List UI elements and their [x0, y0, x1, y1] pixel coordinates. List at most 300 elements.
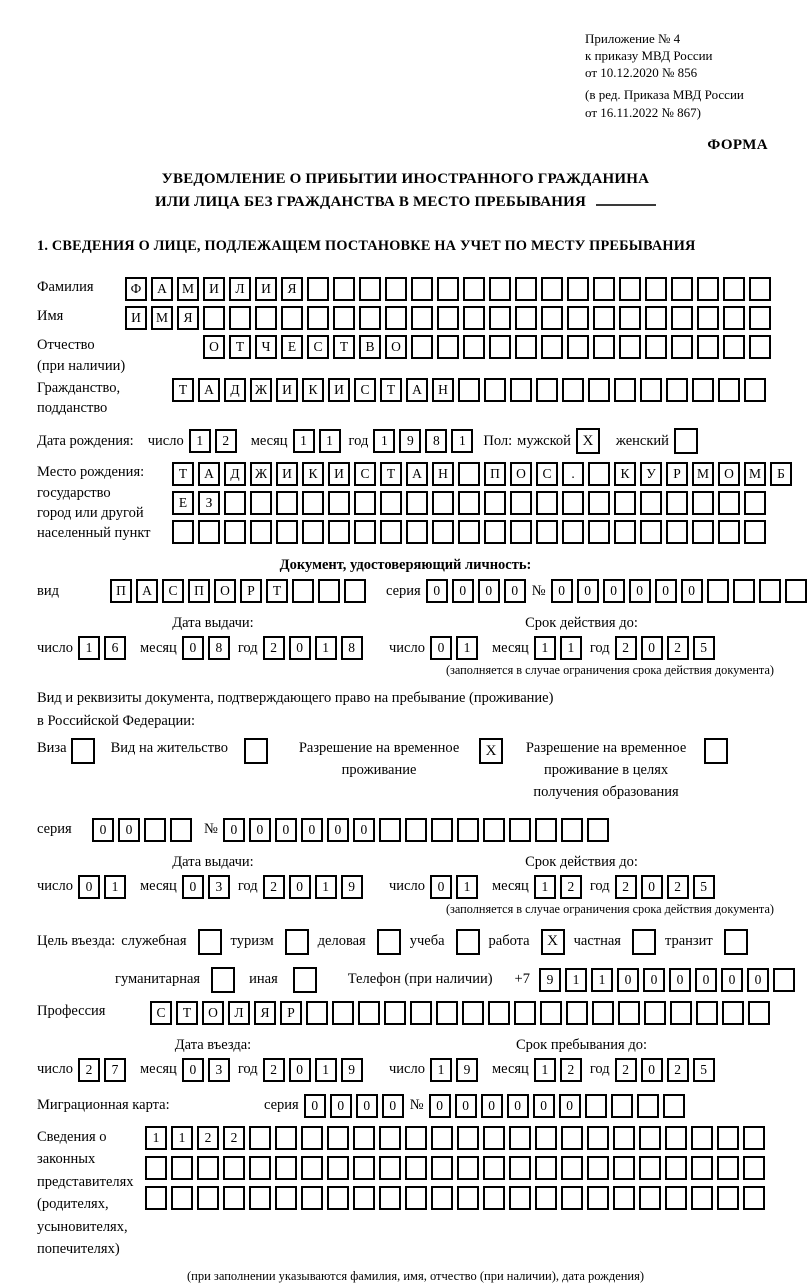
- char-cell[interactable]: [431, 1126, 453, 1150]
- char-cell[interactable]: 5: [693, 636, 715, 660]
- char-cell[interactable]: [593, 335, 615, 359]
- char-cell[interactable]: [458, 462, 480, 486]
- char-cell[interactable]: М: [151, 306, 173, 330]
- char-cell[interactable]: [463, 306, 485, 330]
- char-cell[interactable]: [411, 306, 433, 330]
- char-cell[interactable]: [540, 1001, 562, 1025]
- char-cell[interactable]: С: [354, 462, 376, 486]
- char-cell[interactable]: 0: [643, 968, 665, 992]
- char-cell[interactable]: Т: [172, 378, 194, 402]
- char-cell[interactable]: Т: [266, 579, 288, 603]
- char-cell[interactable]: [541, 277, 563, 301]
- char-cell[interactable]: [250, 491, 272, 515]
- char-cell[interactable]: [515, 306, 537, 330]
- char-cell[interactable]: [405, 1186, 427, 1210]
- char-cell[interactable]: [333, 306, 355, 330]
- char-cell[interactable]: И: [125, 306, 147, 330]
- char-cell[interactable]: 1: [456, 875, 478, 899]
- char-cell[interactable]: П: [110, 579, 132, 603]
- char-cell[interactable]: Р: [240, 579, 262, 603]
- char-cell[interactable]: 0: [223, 818, 245, 842]
- char-cell[interactable]: [640, 378, 662, 402]
- char-cell[interactable]: 1: [565, 968, 587, 992]
- char-cell[interactable]: [535, 1186, 557, 1210]
- char-cell[interactable]: [645, 335, 667, 359]
- char-cell[interactable]: К: [614, 462, 636, 486]
- char-cell[interactable]: 8: [208, 636, 230, 660]
- char-cell[interactable]: 3: [208, 1058, 230, 1082]
- char-cell[interactable]: [307, 306, 329, 330]
- char-cell[interactable]: 1: [451, 429, 473, 453]
- char-cell[interactable]: [561, 1186, 583, 1210]
- char-cell[interactable]: [458, 378, 480, 402]
- char-cell[interactable]: И: [203, 277, 225, 301]
- char-cell[interactable]: 0: [182, 875, 204, 899]
- char-cell[interactable]: [510, 378, 532, 402]
- char-cell[interactable]: [759, 579, 781, 603]
- char-cell[interactable]: 7: [104, 1058, 126, 1082]
- char-cell[interactable]: С: [536, 462, 558, 486]
- char-cell[interactable]: Р: [280, 1001, 302, 1025]
- char-cell[interactable]: [354, 491, 376, 515]
- char-cell[interactable]: 1: [373, 429, 395, 453]
- char-cell[interactable]: 2: [667, 636, 689, 660]
- char-cell[interactable]: [509, 1156, 531, 1180]
- char-cell[interactable]: [707, 579, 729, 603]
- char-cell[interactable]: [637, 1094, 659, 1118]
- char-cell[interactable]: 0: [430, 636, 452, 660]
- char-cell[interactable]: [535, 1156, 557, 1180]
- char-cell[interactable]: 0: [603, 579, 625, 603]
- char-cell[interactable]: [489, 306, 511, 330]
- char-cell[interactable]: [613, 1156, 635, 1180]
- char-cell[interactable]: [723, 335, 745, 359]
- char-cell[interactable]: [743, 1126, 765, 1150]
- char-cell[interactable]: [145, 1156, 167, 1180]
- char-cell[interactable]: [723, 277, 745, 301]
- char-cell[interactable]: [327, 1126, 349, 1150]
- char-cell[interactable]: [588, 491, 610, 515]
- char-cell[interactable]: [744, 491, 766, 515]
- char-cell[interactable]: [535, 818, 557, 842]
- char-cell[interactable]: [301, 1186, 323, 1210]
- char-cell[interactable]: [587, 1156, 609, 1180]
- char-cell[interactable]: [733, 579, 755, 603]
- char-cell[interactable]: 0: [504, 579, 526, 603]
- char-cell[interactable]: 2: [560, 1058, 582, 1082]
- char-cell[interactable]: М: [744, 462, 766, 486]
- char-cell[interactable]: И: [328, 462, 350, 486]
- char-cell[interactable]: 0: [182, 1058, 204, 1082]
- char-cell[interactable]: [328, 520, 350, 544]
- char-cell[interactable]: [509, 818, 531, 842]
- char-cell[interactable]: [359, 306, 381, 330]
- char-cell[interactable]: П: [484, 462, 506, 486]
- char-cell[interactable]: [380, 491, 402, 515]
- char-cell[interactable]: 1: [534, 636, 556, 660]
- char-cell[interactable]: [670, 1001, 692, 1025]
- char-cell[interactable]: [666, 491, 688, 515]
- char-cell[interactable]: [749, 335, 771, 359]
- char-cell[interactable]: [379, 1186, 401, 1210]
- char-cell[interactable]: 9: [456, 1058, 478, 1082]
- char-cell[interactable]: 0: [695, 968, 717, 992]
- char-cell[interactable]: Я: [281, 277, 303, 301]
- char-cell[interactable]: 6: [104, 636, 126, 660]
- char-cell[interactable]: [488, 1001, 510, 1025]
- char-cell[interactable]: [457, 818, 479, 842]
- char-cell[interactable]: А: [406, 378, 428, 402]
- char-cell[interactable]: О: [385, 335, 407, 359]
- char-cell[interactable]: [645, 306, 667, 330]
- char-cell[interactable]: А: [198, 462, 220, 486]
- female-checkbox[interactable]: [674, 428, 698, 454]
- char-cell[interactable]: Е: [281, 335, 303, 359]
- char-cell[interactable]: [385, 277, 407, 301]
- char-cell[interactable]: 9: [341, 875, 363, 899]
- char-cell[interactable]: [463, 335, 485, 359]
- char-cell[interactable]: [717, 1156, 739, 1180]
- char-cell[interactable]: И: [328, 378, 350, 402]
- char-cell[interactable]: [302, 491, 324, 515]
- char-cell[interactable]: [691, 1126, 713, 1150]
- char-cell[interactable]: Я: [254, 1001, 276, 1025]
- char-cell[interactable]: 1: [560, 636, 582, 660]
- char-cell[interactable]: 1: [104, 875, 126, 899]
- char-cell[interactable]: [431, 1156, 453, 1180]
- purpose-business-checkbox[interactable]: [377, 929, 401, 955]
- char-cell[interactable]: 0: [289, 875, 311, 899]
- char-cell[interactable]: 0: [426, 579, 448, 603]
- char-cell[interactable]: Ч: [255, 335, 277, 359]
- char-cell[interactable]: Н: [432, 378, 454, 402]
- char-cell[interactable]: 0: [275, 818, 297, 842]
- char-cell[interactable]: [332, 1001, 354, 1025]
- char-cell[interactable]: [431, 1186, 453, 1210]
- char-cell[interactable]: [536, 491, 558, 515]
- char-cell[interactable]: 0: [289, 1058, 311, 1082]
- char-cell[interactable]: С: [354, 378, 376, 402]
- char-cell[interactable]: О: [214, 579, 236, 603]
- char-cell[interactable]: 0: [669, 968, 691, 992]
- char-cell[interactable]: [198, 520, 220, 544]
- char-cell[interactable]: [353, 1186, 375, 1210]
- char-cell[interactable]: [593, 277, 615, 301]
- char-cell[interactable]: [306, 1001, 328, 1025]
- char-cell[interactable]: Е: [172, 491, 194, 515]
- char-cell[interactable]: [691, 1156, 713, 1180]
- char-cell[interactable]: [353, 1156, 375, 1180]
- char-cell[interactable]: [697, 335, 719, 359]
- char-cell[interactable]: 0: [721, 968, 743, 992]
- char-cell[interactable]: [535, 1126, 557, 1150]
- char-cell[interactable]: Т: [172, 462, 194, 486]
- char-cell[interactable]: 0: [78, 875, 100, 899]
- char-cell[interactable]: [318, 579, 340, 603]
- char-cell[interactable]: Т: [333, 335, 355, 359]
- char-cell[interactable]: 0: [330, 1094, 352, 1118]
- char-cell[interactable]: [587, 1186, 609, 1210]
- char-cell[interactable]: [437, 277, 459, 301]
- char-cell[interactable]: [587, 1126, 609, 1150]
- char-cell[interactable]: [614, 520, 636, 544]
- char-cell[interactable]: [614, 378, 636, 402]
- purpose-tourism-checkbox[interactable]: [285, 929, 309, 955]
- char-cell[interactable]: 2: [263, 875, 285, 899]
- char-cell[interactable]: Д: [224, 378, 246, 402]
- char-cell[interactable]: 0: [430, 875, 452, 899]
- char-cell[interactable]: [665, 1126, 687, 1150]
- char-cell[interactable]: [666, 378, 688, 402]
- char-cell[interactable]: [567, 277, 589, 301]
- char-cell[interactable]: [749, 306, 771, 330]
- char-cell[interactable]: [744, 520, 766, 544]
- char-cell[interactable]: [483, 1126, 505, 1150]
- char-cell[interactable]: И: [276, 378, 298, 402]
- char-cell[interactable]: [405, 1126, 427, 1150]
- char-cell[interactable]: Ж: [250, 378, 272, 402]
- char-cell[interactable]: 0: [641, 1058, 663, 1082]
- char-cell[interactable]: [562, 378, 584, 402]
- char-cell[interactable]: Н: [432, 462, 454, 486]
- char-cell[interactable]: [249, 1186, 271, 1210]
- char-cell[interactable]: С: [162, 579, 184, 603]
- char-cell[interactable]: [411, 335, 433, 359]
- char-cell[interactable]: 2: [263, 636, 285, 660]
- char-cell[interactable]: Б: [770, 462, 792, 486]
- char-cell[interactable]: [307, 277, 329, 301]
- char-cell[interactable]: 0: [382, 1094, 404, 1118]
- char-cell[interactable]: [588, 378, 610, 402]
- char-cell[interactable]: 2: [615, 1058, 637, 1082]
- char-cell[interactable]: 1: [171, 1126, 193, 1150]
- char-cell[interactable]: [275, 1156, 297, 1180]
- char-cell[interactable]: [585, 1094, 607, 1118]
- char-cell[interactable]: Т: [380, 462, 402, 486]
- char-cell[interactable]: 0: [301, 818, 323, 842]
- char-cell[interactable]: Т: [176, 1001, 198, 1025]
- purpose-study-checkbox[interactable]: [456, 929, 480, 955]
- char-cell[interactable]: [483, 1156, 505, 1180]
- char-cell[interactable]: М: [692, 462, 714, 486]
- char-cell[interactable]: А: [136, 579, 158, 603]
- char-cell[interactable]: 2: [615, 636, 637, 660]
- char-cell[interactable]: [692, 520, 714, 544]
- char-cell[interactable]: Я: [177, 306, 199, 330]
- char-cell[interactable]: [671, 277, 693, 301]
- char-cell[interactable]: [665, 1186, 687, 1210]
- char-cell[interactable]: 0: [478, 579, 500, 603]
- char-cell[interactable]: [333, 277, 355, 301]
- char-cell[interactable]: [384, 1001, 406, 1025]
- char-cell[interactable]: О: [510, 462, 532, 486]
- char-cell[interactable]: [484, 491, 506, 515]
- char-cell[interactable]: 2: [263, 1058, 285, 1082]
- char-cell[interactable]: [458, 491, 480, 515]
- char-cell[interactable]: 0: [641, 636, 663, 660]
- char-cell[interactable]: [743, 1156, 765, 1180]
- char-cell[interactable]: [619, 335, 641, 359]
- char-cell[interactable]: 9: [399, 429, 421, 453]
- char-cell[interactable]: 0: [249, 818, 271, 842]
- char-cell[interactable]: [561, 1126, 583, 1150]
- char-cell[interactable]: [743, 1186, 765, 1210]
- char-cell[interactable]: [354, 520, 376, 544]
- char-cell[interactable]: 2: [667, 875, 689, 899]
- char-cell[interactable]: [692, 378, 714, 402]
- char-cell[interactable]: [344, 579, 366, 603]
- char-cell[interactable]: 0: [507, 1094, 529, 1118]
- char-cell[interactable]: [562, 491, 584, 515]
- char-cell[interactable]: 9: [341, 1058, 363, 1082]
- char-cell[interactable]: [541, 335, 563, 359]
- char-cell[interactable]: 1: [534, 1058, 556, 1082]
- char-cell[interactable]: [276, 491, 298, 515]
- char-cell[interactable]: [457, 1126, 479, 1150]
- char-cell[interactable]: 0: [533, 1094, 555, 1118]
- char-cell[interactable]: В: [359, 335, 381, 359]
- char-cell[interactable]: [437, 335, 459, 359]
- char-cell[interactable]: [665, 1156, 687, 1180]
- char-cell[interactable]: [457, 1186, 479, 1210]
- char-cell[interactable]: 1: [145, 1126, 167, 1150]
- char-cell[interactable]: [644, 1001, 666, 1025]
- char-cell[interactable]: Т: [229, 335, 251, 359]
- char-cell[interactable]: У: [640, 462, 662, 486]
- char-cell[interactable]: [197, 1156, 219, 1180]
- char-cell[interactable]: .: [562, 462, 584, 486]
- char-cell[interactable]: [510, 491, 532, 515]
- char-cell[interactable]: [619, 277, 641, 301]
- char-cell[interactable]: 0: [327, 818, 349, 842]
- char-cell[interactable]: 1: [315, 875, 337, 899]
- title-blank-line[interactable]: [596, 191, 656, 206]
- char-cell[interactable]: [588, 520, 610, 544]
- char-cell[interactable]: [172, 520, 194, 544]
- char-cell[interactable]: С: [307, 335, 329, 359]
- char-cell[interactable]: [437, 306, 459, 330]
- char-cell[interactable]: [618, 1001, 640, 1025]
- char-cell[interactable]: Л: [228, 1001, 250, 1025]
- char-cell[interactable]: [223, 1186, 245, 1210]
- char-cell[interactable]: Ж: [250, 462, 272, 486]
- char-cell[interactable]: [567, 306, 589, 330]
- char-cell[interactable]: [749, 277, 771, 301]
- char-cell[interactable]: [431, 818, 453, 842]
- char-cell[interactable]: 8: [425, 429, 447, 453]
- char-cell[interactable]: 8: [341, 636, 363, 660]
- char-cell[interactable]: [614, 491, 636, 515]
- char-cell[interactable]: [509, 1186, 531, 1210]
- char-cell[interactable]: [666, 520, 688, 544]
- char-cell[interactable]: [561, 818, 583, 842]
- char-cell[interactable]: 2: [215, 429, 237, 453]
- char-cell[interactable]: Р: [666, 462, 688, 486]
- char-cell[interactable]: [281, 306, 303, 330]
- char-cell[interactable]: [671, 306, 693, 330]
- char-cell[interactable]: [358, 1001, 380, 1025]
- char-cell[interactable]: [170, 818, 192, 842]
- char-cell[interactable]: З: [198, 491, 220, 515]
- char-cell[interactable]: [203, 306, 225, 330]
- char-cell[interactable]: [717, 1186, 739, 1210]
- char-cell[interactable]: [483, 818, 505, 842]
- char-cell[interactable]: 0: [559, 1094, 581, 1118]
- char-cell[interactable]: 0: [481, 1094, 503, 1118]
- char-cell[interactable]: [718, 491, 740, 515]
- char-cell[interactable]: [484, 520, 506, 544]
- char-cell[interactable]: 2: [223, 1126, 245, 1150]
- char-cell[interactable]: [515, 335, 537, 359]
- option-residence-permit-checkbox[interactable]: [244, 738, 268, 764]
- char-cell[interactable]: [380, 520, 402, 544]
- char-cell[interactable]: [717, 1126, 739, 1150]
- char-cell[interactable]: 1: [430, 1058, 452, 1082]
- char-cell[interactable]: [436, 1001, 458, 1025]
- char-cell[interactable]: [515, 277, 537, 301]
- char-cell[interactable]: Т: [380, 378, 402, 402]
- char-cell[interactable]: [224, 520, 246, 544]
- char-cell[interactable]: [593, 306, 615, 330]
- char-cell[interactable]: [406, 491, 428, 515]
- option-visa-checkbox[interactable]: [71, 738, 95, 764]
- char-cell[interactable]: А: [406, 462, 428, 486]
- char-cell[interactable]: [639, 1186, 661, 1210]
- char-cell[interactable]: [292, 579, 314, 603]
- char-cell[interactable]: [697, 306, 719, 330]
- char-cell[interactable]: [640, 520, 662, 544]
- char-cell[interactable]: 0: [681, 579, 703, 603]
- char-cell[interactable]: 1: [534, 875, 556, 899]
- male-checkbox[interactable]: X: [576, 428, 600, 454]
- char-cell[interactable]: [379, 1126, 401, 1150]
- char-cell[interactable]: К: [302, 462, 324, 486]
- char-cell[interactable]: 1: [78, 636, 100, 660]
- char-cell[interactable]: С: [150, 1001, 172, 1025]
- char-cell[interactable]: 9: [539, 968, 561, 992]
- char-cell[interactable]: [144, 818, 166, 842]
- char-cell[interactable]: 0: [551, 579, 573, 603]
- char-cell[interactable]: [785, 579, 807, 603]
- char-cell[interactable]: [592, 1001, 614, 1025]
- char-cell[interactable]: 0: [289, 636, 311, 660]
- char-cell[interactable]: [458, 520, 480, 544]
- char-cell[interactable]: [645, 277, 667, 301]
- char-cell[interactable]: [696, 1001, 718, 1025]
- char-cell[interactable]: [639, 1156, 661, 1180]
- char-cell[interactable]: [514, 1001, 536, 1025]
- char-cell[interactable]: Л: [229, 277, 251, 301]
- char-cell[interactable]: [463, 277, 485, 301]
- char-cell[interactable]: О: [202, 1001, 224, 1025]
- char-cell[interactable]: [722, 1001, 744, 1025]
- purpose-official-checkbox[interactable]: [198, 929, 222, 955]
- char-cell[interactable]: 1: [189, 429, 211, 453]
- char-cell[interactable]: [457, 1156, 479, 1180]
- char-cell[interactable]: [566, 1001, 588, 1025]
- char-cell[interactable]: [671, 335, 693, 359]
- char-cell[interactable]: [561, 1156, 583, 1180]
- char-cell[interactable]: [405, 1156, 427, 1180]
- char-cell[interactable]: [145, 1186, 167, 1210]
- char-cell[interactable]: [611, 1094, 633, 1118]
- char-cell[interactable]: [327, 1156, 349, 1180]
- char-cell[interactable]: 0: [655, 579, 677, 603]
- char-cell[interactable]: [275, 1186, 297, 1210]
- char-cell[interactable]: 0: [429, 1094, 451, 1118]
- char-cell[interactable]: [744, 378, 766, 402]
- char-cell[interactable]: [406, 520, 428, 544]
